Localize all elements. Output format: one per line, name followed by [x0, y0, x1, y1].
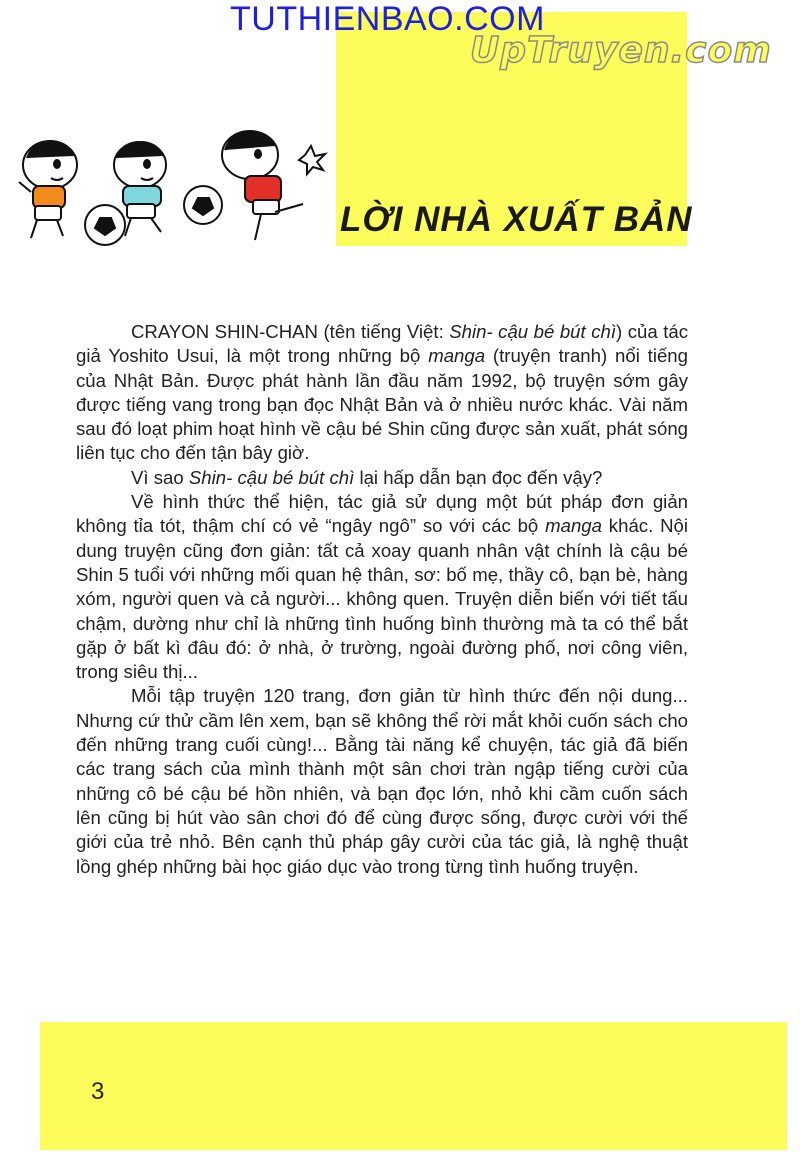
text-run: ) của tác giả Yoshito Usui, là một trong những bộ	[76, 321, 689, 367]
text-run: CRAYON SHIN-CHAN (tên tiếng Việt:	[131, 321, 450, 342]
italic-text: Shin- cậu bé bút chì	[449, 321, 617, 342]
italic-text: manga	[428, 345, 486, 367]
star-spark-icon	[299, 146, 325, 174]
paragraph-4	[76, 684, 688, 878]
text-run: Vì sao	[131, 466, 189, 488]
text-run: (truyện tranh) nổi tiếng của Nhật Bản. Được phát hành lần đầu năm 1992, bộ truyện sớm gây được tiếng vang trong bạn đọc Nhật Bản và ở nhiều nước khác. Vài năm sau đó loạt phim hoạt hình về cậu bé Shin cũng được sản xuất, phát sóng liên tục cho đến tận bây giờ.	[76, 345, 688, 464]
preface-body	[76, 320, 688, 879]
paragraph-1	[76, 320, 688, 466]
kid-right-figure	[222, 131, 303, 240]
soccer-ball-left	[85, 205, 125, 245]
soccer-ball-middle	[184, 186, 222, 224]
page-heading: LỜI NHÀ XUẤT BẢN	[340, 200, 693, 239]
text-run: Về hình thức thể hiện, tác giả sử dụng một bút pháp đơn giản không tỉa tót, thậm chí có vẻ “ngây ngô” so với các bộ	[76, 491, 688, 537]
paragraph-3	[76, 490, 688, 684]
shin-chan-soccer-illustration	[5, 120, 335, 250]
text-run: Mỗi tập truyện 120 trang, đơn giản từ hình thức đến nội dung... Nhưng cứ thử cầm lên xem, bạn sẽ không thể rời mắt khỏi cuốn sách cho đến những trang cuối cùng!... Bằng tài năng kể chuyện, tác giả đã biến các trang sách của mình thành một sân chơi tràn ngập tiếng cười của những cô bé cậu bé hồn nhiên, và bạn đọc lớn, nhỏ khi cầm cuốn sách lên cũng bị hút vào sân chơi đó để cùng được sống, được cười với thế giới của trẻ nhỏ. Bên cạnh thủ pháp gây cười của tác giả, là nghệ thuật lồng ghép những bài học giáo dục vào trong từng tình huống truyện.	[76, 685, 688, 877]
italic-text: manga	[545, 515, 602, 537]
page-number: 3	[91, 1078, 105, 1105]
kid-left-figure	[19, 141, 77, 238]
yellow-footer-block	[40, 1022, 787, 1150]
watermark-tuthienbao: TUTHIENBAO.COM	[230, 0, 545, 38]
watermark-uptruyen: UpTruyen.com	[470, 30, 772, 71]
text-run: lại hấp dẫn bạn đọc đến vậy?	[354, 466, 603, 488]
text-run: khác. Nội dung truyện cũng đơn giản: tất cả xoay quanh nhân vật chính là cậu bé Shin 5 tuổi với những mối quan hệ thân, sơ: bố mẹ, thầy cô, bạn bè, hàng xóm, người quen và cả người... không quen. Truyện diễn biến với tiết tấu chậm, dường như chỉ là những tình huống bình thường mà ta có thể bắt gặp ở bất kì đâu đó: ở nhà, ở trường, ngoài đường phố, nơi công viên, trong siêu thị...	[76, 515, 688, 683]
paragraph-2	[76, 466, 688, 490]
italic-text: Shin- cậu bé bút chì	[188, 466, 355, 488]
